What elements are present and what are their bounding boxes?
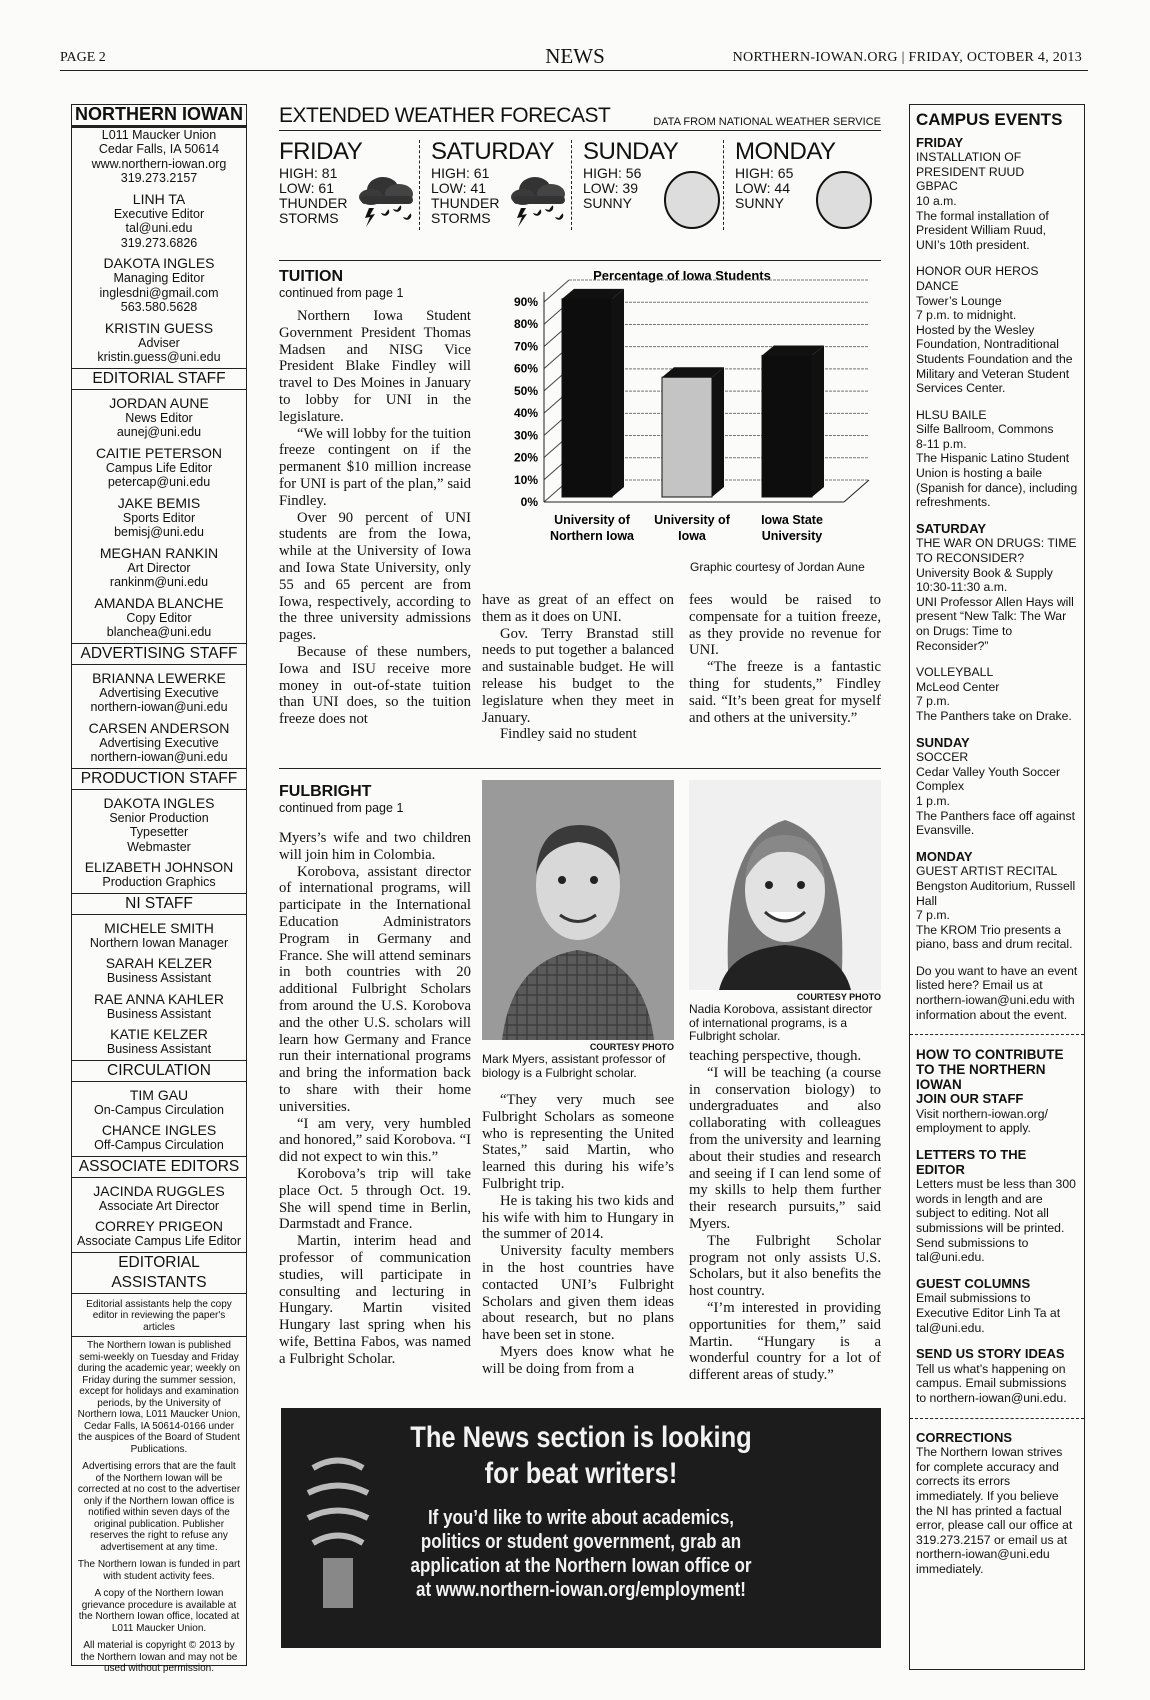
paragraph: Myers’s wife and two children will join him in Colombia. bbox=[279, 830, 471, 863]
header-rule bbox=[60, 70, 1088, 71]
event-line: Silfe Ballroom, Commons bbox=[916, 422, 1054, 437]
listing-note: Do you want to have an event listed here? Email us at northern-iowan@uni.edu with information about the event. bbox=[916, 963, 1078, 1022]
fine-print: A copy of the Northern Iowan grievance procedure is available at the Northern Iowan office, located at L011 Maucker Union. bbox=[78, 1588, 240, 1634]
staff-name: JACINDA RUGGLES bbox=[93, 1182, 225, 1199]
staff-detail: 563.580.5628 bbox=[120, 300, 198, 314]
graphic-credit: Graphic courtesy of Jordan Aune bbox=[690, 560, 865, 574]
staff-detail: Campus Life Editor bbox=[105, 460, 213, 475]
staff-detail: Advertising Executive bbox=[99, 735, 219, 750]
tuition-column-2 bbox=[482, 592, 674, 743]
event-line: GUEST ARTIST RECITAL bbox=[916, 864, 1058, 879]
paragraph: Northern Iowa Student Government President Thomas Madsen and NISG Vice President Blake Findley will travel to Des Moines in January to lobby for UNI in the legislature. bbox=[279, 308, 471, 425]
event-item bbox=[916, 864, 1078, 952]
photo-credit: COURTESY PHOTO bbox=[796, 992, 881, 1002]
staff-detail: Off-Campus Circulation bbox=[94, 1138, 224, 1152]
paragraph: fees would be raised to compensate for a tuition freeze, as they provide no revenue for UNI. bbox=[689, 592, 881, 659]
staff-section-title: CIRCULATION bbox=[72, 1060, 246, 1082]
address-line: www.northern-iowan.org bbox=[91, 156, 227, 171]
staff-detail: northern-iowan@uni.edu bbox=[90, 750, 228, 764]
event-item bbox=[916, 408, 1078, 510]
event-line: 8-11 p.m. bbox=[916, 436, 967, 451]
y-tick-label: 90% bbox=[513, 295, 538, 309]
ad-body: application at the Northern Iowan office or bbox=[410, 1555, 752, 1577]
event-line: Hosted by the Wesley Foundation, Nontraditional Students Foundation and the Military and Veteran Student Services Center. bbox=[916, 322, 1073, 396]
staff-detail: inglesdni@gmail.com bbox=[99, 285, 219, 300]
tuition-rule bbox=[279, 260, 881, 261]
x-tick-label: University of bbox=[654, 513, 730, 527]
high-temp: HIGH: 56 bbox=[583, 165, 642, 181]
x-tick-label: Iowa bbox=[678, 529, 706, 543]
event-day: FRIDAY bbox=[916, 134, 964, 150]
x-tick-label: Iowa State bbox=[761, 513, 823, 527]
event-line: 1 p.m. bbox=[916, 793, 950, 808]
address-line: Cedar Falls, IA 50614 bbox=[98, 142, 220, 156]
staff-name: CORREY PRIGEON bbox=[94, 1218, 224, 1234]
y-tick-label: 40% bbox=[513, 406, 538, 421]
staff-name: RAE ANNA KAHLER bbox=[94, 990, 224, 1007]
event-item bbox=[916, 750, 1078, 838]
staff-name: DAKOTA INGLES bbox=[103, 794, 215, 811]
staff-detail: Managing Editor bbox=[113, 271, 205, 285]
staff-detail: News Editor bbox=[125, 410, 193, 425]
masthead bbox=[71, 104, 247, 1674]
staff-detail: Northern Iowan Manager bbox=[89, 935, 229, 950]
forecast-sunday bbox=[583, 138, 733, 230]
sun-icon bbox=[661, 170, 723, 235]
x-tick-label: University bbox=[761, 529, 823, 543]
tuition-column-3 bbox=[689, 592, 881, 726]
paragraph: Martin, interim head and professor of communication studies, will participate in consulting and lecturing in Hungary. Martin visited Hungary last spring when his wife, Bettina Fabos, was named a Fulbright Scholar. bbox=[279, 1233, 471, 1367]
paragraph: Gov. Terry Branstad still needs to put together a balanced and sustainable budget. He will release his budget to the legislature when they meet in January. bbox=[482, 625, 674, 726]
bar-side bbox=[812, 345, 824, 497]
staff-detail: aunej@uni.edu bbox=[116, 425, 202, 439]
staff-name: JORDAN AUNE bbox=[109, 394, 209, 411]
staff-detail: On-Campus Circulation bbox=[94, 1102, 224, 1117]
event-line: GBPAC bbox=[916, 179, 958, 194]
contribute-title: HOW TO CONTRIBUTE TO THE NORTHERN IOWAN bbox=[916, 1047, 1064, 1093]
day-separator bbox=[723, 140, 724, 230]
event-line: HONOR OUR HEROS DANCE bbox=[916, 264, 1039, 293]
staff-detail: tal@uni.edu bbox=[125, 221, 193, 235]
contribute-heading: SEND US STORY IDEAS bbox=[916, 1346, 1065, 1362]
paragraph: “We will lobby for the tuition freeze contingent on if the permanent $10 million increase for UNI is part of the plan,” said Findley. bbox=[279, 425, 471, 509]
masthead-title: NORTHERN IOWAN bbox=[72, 105, 246, 128]
condition: SUNNY bbox=[735, 195, 785, 211]
staff-detail: bemisj@uni.edu bbox=[114, 525, 204, 539]
paragraph: have as great of an effect on them as it does on UNI. bbox=[482, 592, 674, 625]
corrections-title: CORRECTIONS bbox=[916, 1429, 1013, 1445]
photo-caption: Mark Myers, assistant professor of biology is a Fulbright scholar. bbox=[482, 1052, 666, 1080]
fulbright-column-1 bbox=[279, 830, 471, 1368]
address-line: 319.273.2157 bbox=[120, 171, 198, 185]
y-tick-label: 10% bbox=[513, 472, 538, 487]
ad-body: If you’d like to write about academics, bbox=[427, 1507, 735, 1529]
beat-writers-ad bbox=[281, 1408, 881, 1648]
day-name: FRIDAY bbox=[279, 138, 363, 165]
paragraph: Myers does know what he will be doing from from a bbox=[482, 1343, 674, 1377]
paragraph: Findley said no student bbox=[500, 726, 637, 743]
section-name: NEWS bbox=[545, 44, 605, 68]
event-item bbox=[916, 665, 1078, 723]
day-name: MONDAY bbox=[735, 138, 836, 165]
paragraph: Because of these numbers, Iowa and ISU receive more money in out-of-state tuition than UNI does, so the tuition freeze does not bbox=[279, 643, 471, 728]
chart-title: Percentage of Iowa Students bbox=[593, 268, 771, 283]
staff-detail: petercap@uni.edu bbox=[107, 475, 211, 489]
staff-detail: Business Assistant bbox=[106, 971, 212, 985]
paragraph: “I’m interested in providing opportunities for them,” said Martin. “Hungary is a wonderful country for a lot of different areas of study.” bbox=[689, 1299, 881, 1384]
bar bbox=[562, 299, 612, 497]
y-tick-label: 70% bbox=[513, 339, 538, 354]
site-and-date: NORTHERN-IOWAN.ORG | FRIDAY, OCTOBER 4, 2013 bbox=[732, 50, 1082, 65]
event-line: THE WAR ON DRUGS: TIME TO RECONSIDER? bbox=[916, 536, 1077, 566]
event-line: Bengston Auditorium, Russell Hall bbox=[916, 878, 1076, 908]
paragraph: Korobova, assistant director of international programs, will participate in the International Education Administrators Program in Germany and France. She will attend seminars in both countries with 20 additional Fulbright Scholars from around the U.S. Korobova and the other U.S. scholars will learn how Germany and France run their international programs and bring the information back to share with their home universities. bbox=[279, 863, 471, 1115]
floor-edge bbox=[844, 480, 869, 502]
address-line: L011 Maucker Union bbox=[101, 127, 217, 142]
event-line: The Panthers face off against Evansville. bbox=[916, 808, 1075, 838]
day-separator bbox=[571, 140, 572, 230]
contribute-text: Email submissions to Executive Editor Linh Ta at tal@uni.edu. bbox=[916, 1291, 1061, 1335]
photo-credit: COURTESY PHOTO bbox=[589, 1042, 674, 1052]
tuition-heading bbox=[279, 268, 471, 300]
low-temp: LOW: 61 bbox=[279, 180, 334, 196]
paragraph: “I will be teaching (a course in conservation biology) to undergraduates and also collaborating with colleagues from the university and learning about their studies and research and seeing if I can lend some of my skills to help them further their research pursuits,” said Myers. bbox=[689, 1064, 881, 1232]
weather-source: DATA FROM NATIONAL WEATHER SERVICE bbox=[653, 116, 881, 128]
kicker: FULBRIGHT bbox=[279, 783, 372, 800]
page-number: PAGE 2 bbox=[60, 50, 106, 65]
staff-name: KATIE KELZER bbox=[110, 1026, 208, 1042]
staff-detail: 319.273.6826 bbox=[120, 235, 198, 250]
staff-section-title: EDITORIAL STAFF bbox=[72, 368, 246, 390]
fulbright-column-2 bbox=[482, 1092, 674, 1378]
paragraph: He is taking his two kids and his wife with him to Hungary in the summer of 2014. bbox=[482, 1192, 674, 1243]
continued-note: continued from page 1 bbox=[279, 286, 404, 300]
event-line: UNI Professor Allen Hays will present “New Talk: The War on Drugs: Time to Reconsider?” bbox=[916, 594, 1074, 653]
paragraph: “They very much see Fulbright Scholars as someone who is representing the United States,” said Martin, who learned this during his wife’s Fulbright trip. bbox=[482, 1092, 674, 1192]
event-line: 7 p.m. bbox=[916, 694, 950, 709]
contribute-heading: LETTERS TO THE EDITOR bbox=[916, 1147, 1027, 1177]
staff-detail: rankinm@uni.edu bbox=[109, 575, 209, 589]
staff-section-title: EDITORIAL ASSISTANTS bbox=[72, 1252, 246, 1294]
staff-name: CARSEN ANDERSON bbox=[88, 719, 230, 736]
staff-detail: Senior Production bbox=[109, 810, 209, 825]
staff-detail: Advertising Executive bbox=[99, 685, 219, 700]
events-title: CAMPUS EVENTS bbox=[916, 110, 1063, 129]
event-line: University Book & Supply bbox=[916, 565, 1053, 580]
paragraph: “I am very, very humbled and honored,” said Korobova. “I did not expect to win this.” bbox=[279, 1115, 471, 1166]
staff-detail: Copy Editor bbox=[126, 610, 192, 625]
forecast-saturday bbox=[431, 138, 581, 230]
condition: SUNNY bbox=[583, 195, 633, 211]
photo-nadia-korobova bbox=[689, 780, 881, 990]
contribute-heading: GUEST COLUMNS bbox=[916, 1275, 1031, 1291]
ad-headline: The News section is looking bbox=[410, 1421, 752, 1454]
forecast-friday bbox=[279, 138, 429, 230]
condition: STORMS bbox=[279, 210, 339, 226]
event-item bbox=[916, 150, 1078, 252]
low-temp: LOW: 39 bbox=[583, 180, 638, 196]
sun-icon bbox=[813, 170, 875, 235]
condition: THUNDER bbox=[431, 195, 500, 211]
staff-detail: Typesetter bbox=[129, 825, 189, 839]
low-temp: LOW: 44 bbox=[735, 180, 790, 196]
day-name: SATURDAY bbox=[431, 138, 555, 165]
iowa-students-chart bbox=[482, 262, 882, 552]
staff-name: BRIANNA LEWERKE bbox=[92, 669, 226, 686]
staff-section-title: PRODUCTION STAFF bbox=[72, 768, 246, 790]
fine-print: The Northern Iowan is funded in part with student activity fees. bbox=[77, 1559, 241, 1582]
forecast-monday bbox=[735, 138, 885, 230]
staff-detail: Associate Campus Life Editor bbox=[77, 1234, 241, 1248]
y-tick-label: 80% bbox=[513, 317, 538, 332]
day-name: SUNDAY bbox=[583, 138, 679, 165]
staff-name: DAKOTA INGLES bbox=[103, 255, 215, 271]
staff-name: SARAH KELZER bbox=[105, 955, 213, 971]
y-tick-label: 30% bbox=[513, 428, 538, 443]
divider bbox=[910, 1034, 1084, 1035]
bar-side bbox=[612, 289, 624, 497]
staff-name: MICHELE SMITH bbox=[104, 919, 214, 936]
staff-section-title: ASSOCIATE EDITORS bbox=[72, 1156, 246, 1178]
staff-detail: Sports Editor bbox=[122, 510, 196, 525]
event-item bbox=[916, 536, 1078, 653]
low-temp: LOW: 41 bbox=[431, 180, 486, 196]
staff-detail: Adviser bbox=[138, 335, 180, 350]
fine-print: All material is copyright © 2013 by the Northern Iowan and may not be used without permission. bbox=[80, 1640, 238, 1674]
fine-print: The Northern Iowan is published semi-weekly on Tuesday and Friday during the academic year; weekly on Friday during the summer session, except for holidays and examination periods, by the University of Northern Iowa, L011 Maucker Union, Cedar Falls, IA 50614-0166 under the auspices of the Board of Student Publications. bbox=[77, 1340, 241, 1455]
staff-detail: Art Director bbox=[127, 560, 191, 575]
photo-caption: Nadia Korobova, assistant director of international programs, is a Fulbright scholar. bbox=[689, 1002, 873, 1043]
event-line: VOLLEYBALL bbox=[916, 665, 994, 680]
paragraph: The Fulbright Scholar program not only assists U.S. Scholars, but it also benefits the host country. bbox=[689, 1232, 881, 1300]
high-temp: HIGH: 65 bbox=[735, 165, 794, 181]
x-tick-label: Northern Iowa bbox=[549, 529, 635, 543]
event-line: Tower’s Lounge bbox=[916, 293, 1002, 308]
bar bbox=[762, 355, 812, 497]
staff-detail: Executive Editor bbox=[113, 206, 205, 221]
event-line: 10:30-11:30 a.m. bbox=[916, 580, 1008, 595]
bar bbox=[662, 377, 712, 497]
staff-section-title: ADVERTISING STAFF bbox=[72, 643, 246, 665]
staff-name: MEGHAN RANKIN bbox=[99, 544, 219, 561]
event-line: McLeod Center bbox=[916, 679, 1000, 694]
contribute-text: Visit northern-iowan.org/ employment to apply. bbox=[916, 1106, 1048, 1136]
ad-headline: for beat writers! bbox=[484, 1457, 678, 1490]
thunderstorm-icon bbox=[357, 170, 419, 233]
event-line: 7 p.m. bbox=[916, 908, 950, 923]
portrait-man-icon bbox=[482, 780, 674, 1040]
staff-name: KRISTIN GUESS bbox=[104, 319, 214, 336]
staff-detail: Production Graphics bbox=[102, 875, 216, 889]
high-temp: HIGH: 61 bbox=[431, 165, 490, 181]
high-temp: HIGH: 81 bbox=[279, 165, 338, 181]
event-line: SOCCER bbox=[916, 750, 969, 765]
staff-name: LINH TA bbox=[132, 190, 186, 207]
corrections-text: The Northern Iowan strives for complete accuracy and corrects its errors immediately. If you believe the NI has printed a factual error, please call our office at 319.273.2157 or email us at northern-iowan@uni.edu immediately. bbox=[916, 1445, 1073, 1576]
photo-mark-myers bbox=[482, 780, 674, 1040]
staff-name: JAKE BEMIS bbox=[117, 494, 201, 511]
event-item bbox=[916, 264, 1078, 395]
y-tick-label: 50% bbox=[513, 383, 538, 398]
staff-section-title: NI STAFF bbox=[72, 893, 246, 915]
weather-rule bbox=[279, 130, 881, 131]
ad-body: politics or student government, grab an bbox=[420, 1531, 742, 1553]
event-line: 7 p.m. to midnight. bbox=[916, 308, 1017, 323]
paragraph: Over 90 percent of UNI students are from the Iowa, while at the University of Iowa and Iowa State University, only 55 and 65 percent are from Iowa, respectively, according to the three university admissions pages. bbox=[279, 509, 471, 644]
event-line: The Panthers take on Drake. bbox=[916, 708, 1072, 723]
staff-name: TIM GAU bbox=[129, 1086, 189, 1103]
contribute-text: Letters must be less than 300 words in length and are subject to editing. Not all submissions will be printed. Send submissions to tal@uni.edu. bbox=[916, 1177, 1076, 1265]
staff-detail: Associate Art Director bbox=[98, 1198, 220, 1213]
fulbright-column-3 bbox=[689, 1048, 881, 1384]
staff-detail: Webmaster bbox=[127, 839, 191, 854]
campus-events-sidebar bbox=[909, 104, 1085, 1670]
ad-body: at www.northern-iowan.org/employment! bbox=[416, 1579, 746, 1601]
continued-note: continued from page 1 bbox=[279, 801, 404, 815]
y-tick-label: 60% bbox=[513, 361, 538, 376]
staff-detail: Business Assistant bbox=[106, 1006, 212, 1021]
condition: STORMS bbox=[431, 210, 491, 226]
event-line: The KROM Trio presents a piano, bass and drum recital. bbox=[916, 922, 1073, 952]
staff-name: AMANDA BLANCHE bbox=[94, 594, 224, 611]
event-line: The formal installation of President William Ruud, UNI’s 10th president. bbox=[916, 208, 1049, 252]
staff-detail: kristin.guess@uni.edu bbox=[97, 350, 221, 364]
staff-name: CHANCE INGLES bbox=[101, 1122, 217, 1138]
event-day: SATURDAY bbox=[916, 520, 987, 536]
event-day: SUNDAY bbox=[916, 734, 970, 750]
event-day: MONDAY bbox=[916, 848, 973, 864]
paragraph: teaching perspective, though. bbox=[689, 1048, 862, 1064]
staff-detail: Business Assistant bbox=[106, 1042, 212, 1056]
contribute-heading: JOIN OUR STAFF bbox=[916, 1091, 1024, 1107]
contribute-text: Tell us what’s happening on campus. Email submissions to northern-iowan@uni.edu. bbox=[916, 1361, 1067, 1405]
y-tick-label: 0% bbox=[520, 495, 538, 509]
fine-print: Advertising errors that are the fault of the Northern Iowan will be corrected at no cost to the advertiser only if the Northern Iowan office is notified within seven days of the original publication. Publisher reserves the right to refuse any advertisement at any time. bbox=[77, 1461, 241, 1553]
x-tick-label: University of bbox=[554, 513, 630, 527]
weather-title: EXTENDED WEATHER FORECAST bbox=[279, 104, 611, 127]
event-line: 10 a.m. bbox=[916, 193, 957, 208]
event-line: INSTALLATION OF PRESIDENT RUUD bbox=[916, 150, 1025, 179]
event-line: The Hispanic Latino Student Union is hosting a baile (Spanish for dance), including refreshments. bbox=[916, 451, 1078, 510]
paragraph: Korobova’s trip will take place Oct. 5 through Oct. 19. She will spend time in Berlin, Darmstadt and France. bbox=[279, 1165, 471, 1233]
staff-detail: northern-iowan@uni.edu bbox=[90, 700, 228, 714]
tuition-column-1 bbox=[279, 308, 471, 728]
day-separator bbox=[419, 140, 420, 230]
assistants-note: Editorial assistants help the copy editor in reviewing the paper's articles bbox=[72, 1296, 246, 1338]
weather-forecast bbox=[279, 104, 881, 232]
staff-detail: blanchea@uni.edu bbox=[106, 625, 212, 639]
event-line: HLSU BAILE bbox=[916, 407, 987, 422]
paragraph: University faculty members in the host countries have contacted UNI’s Fulbright Scholars and given them ideas about research, but no plans have been set in stone. bbox=[482, 1243, 674, 1344]
paragraph: “The freeze is a fantastic thing for students,” Findley said. “It’s been great for myself and others at the university.” bbox=[689, 659, 881, 726]
y-tick-label: 20% bbox=[513, 450, 538, 465]
thunderstorm-icon bbox=[509, 170, 571, 233]
staff-name: CAITIE PETERSON bbox=[95, 444, 223, 461]
portrait-woman-icon bbox=[689, 780, 881, 990]
divider bbox=[910, 1418, 1084, 1419]
kicker: TUITION bbox=[279, 268, 343, 285]
bar-side bbox=[712, 367, 724, 497]
staff-name: ELIZABETH JOHNSON bbox=[84, 859, 234, 875]
condition: THUNDER bbox=[279, 195, 348, 211]
event-line: Cedar Valley Youth Soccer Complex bbox=[916, 764, 1061, 794]
